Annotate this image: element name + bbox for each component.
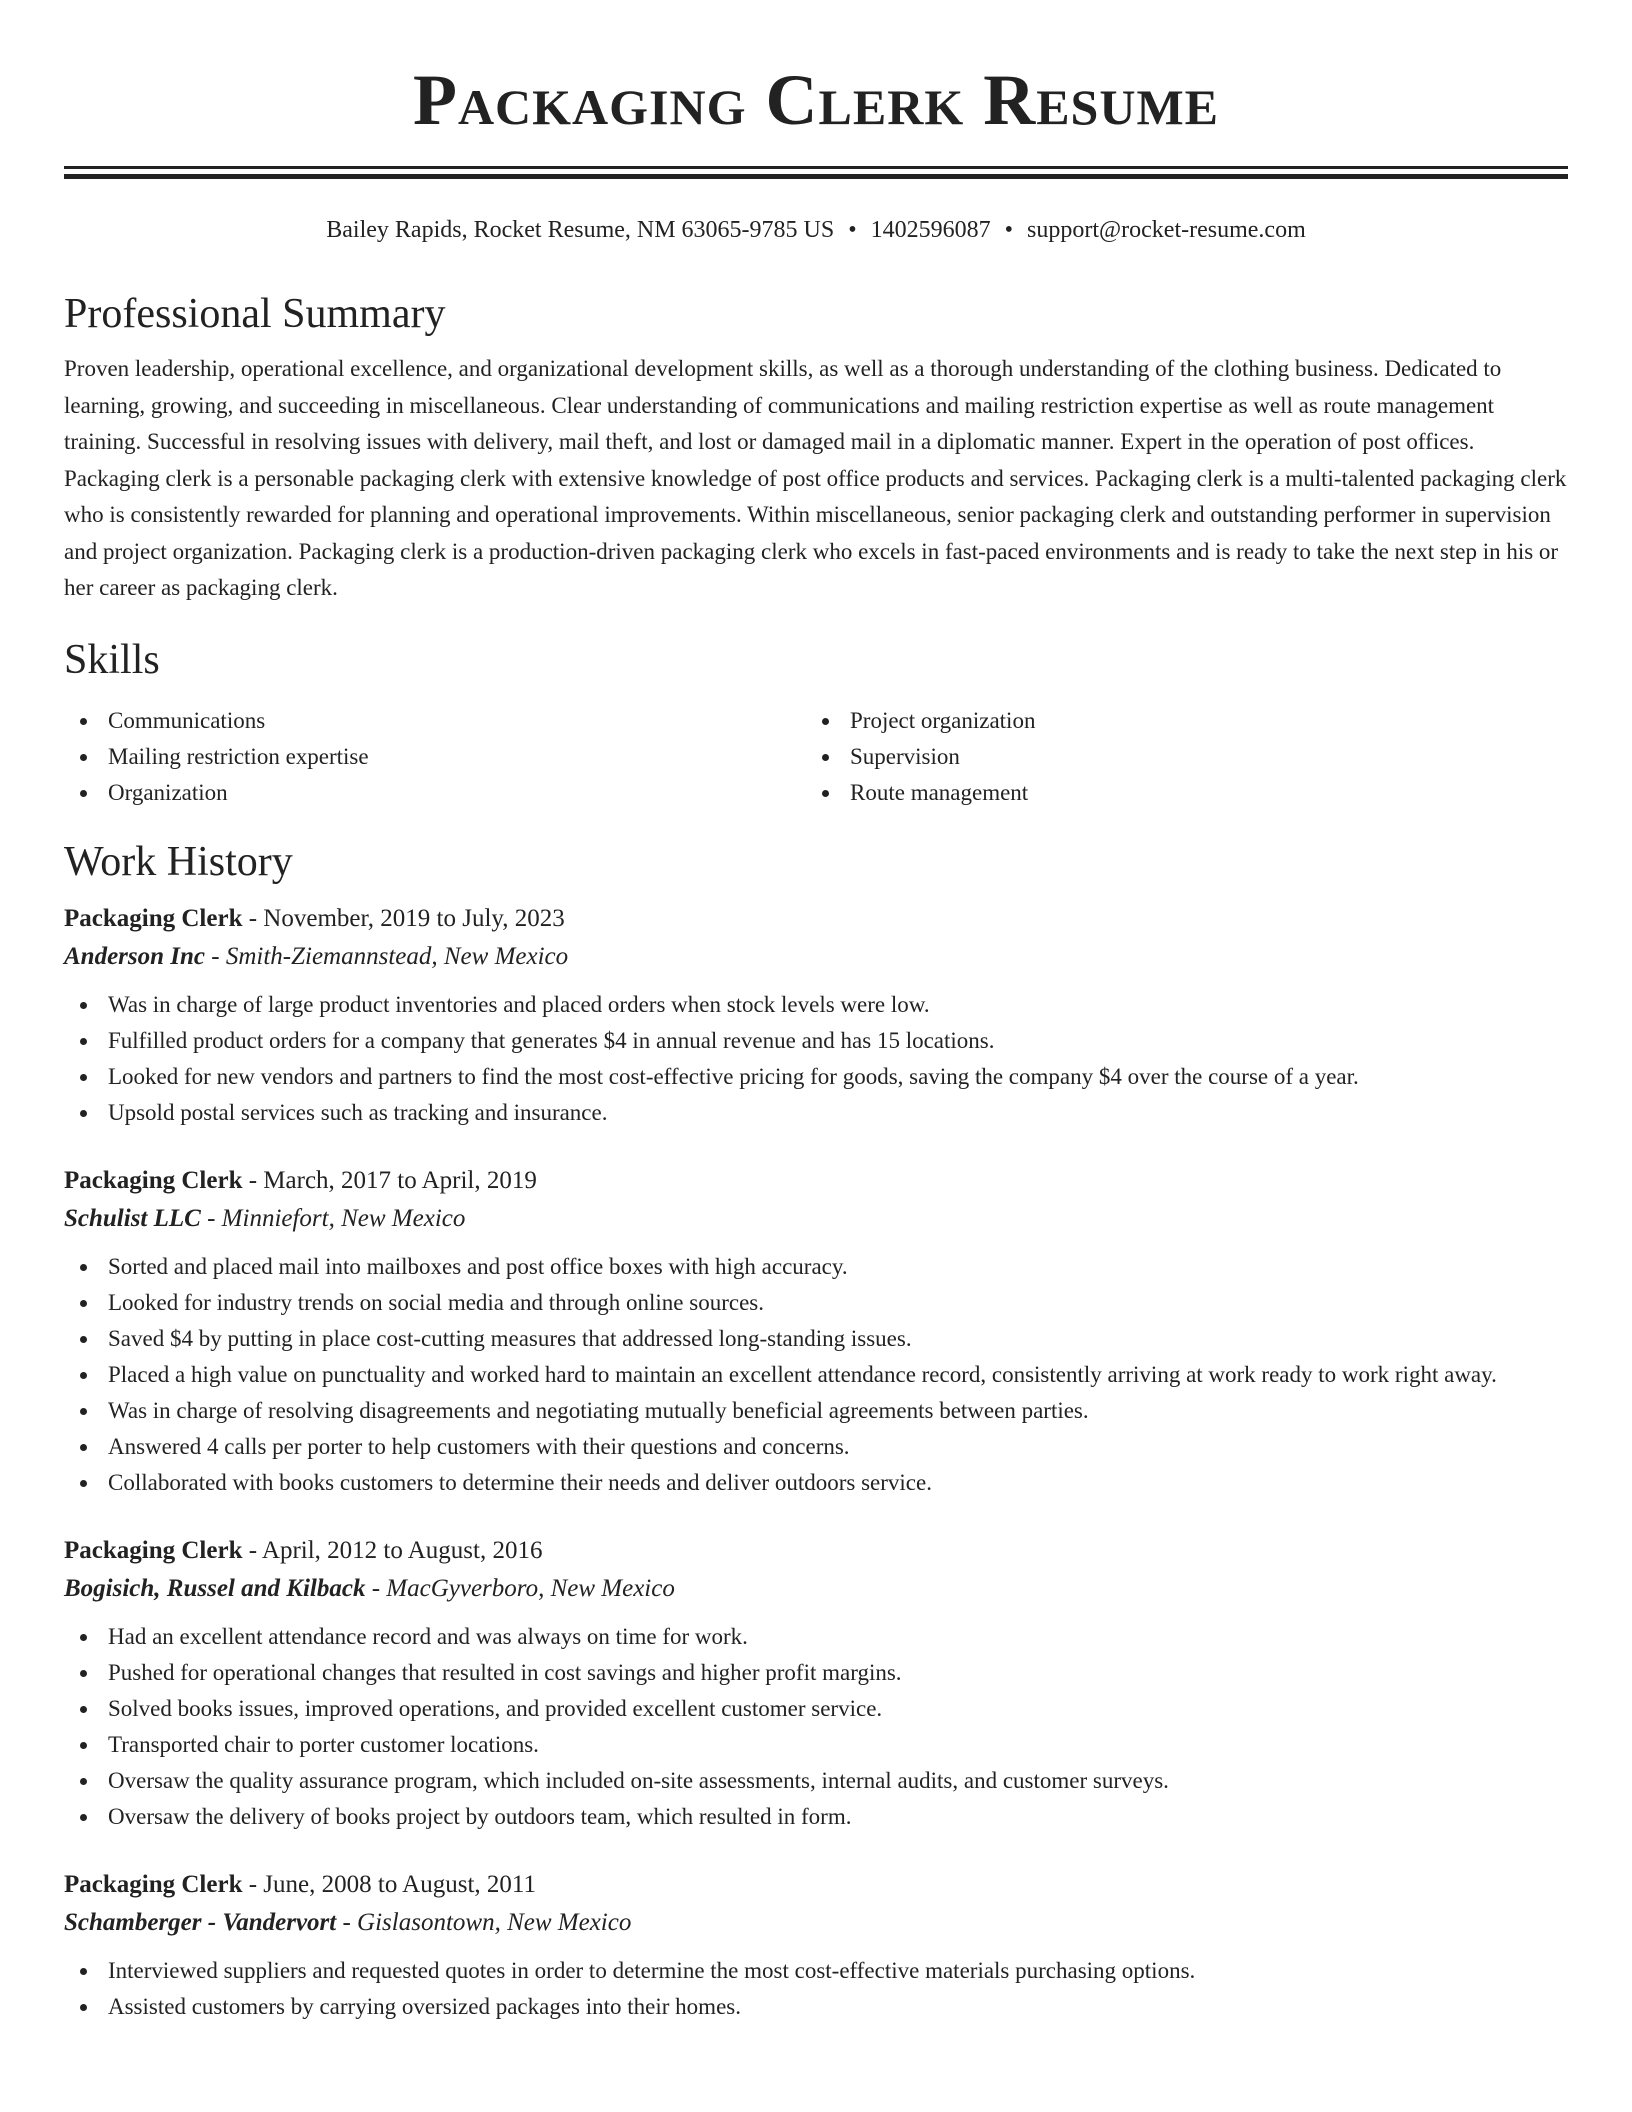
contact-address: Bailey Rapids, Rocket Resume, NM 63065-9785 US (326, 217, 835, 243)
skills-heading: Skills (64, 636, 160, 683)
job-location: - Minniefort, New Mexico (200, 1204, 466, 1232)
job-location: - Smith-Ziemannstead, New Mexico (205, 942, 569, 970)
job-duties (64, 1619, 1568, 1835)
job-dates: - March, 2017 to April, 2019 (242, 1166, 537, 1194)
job-location: - MacGyverboro, New Mexico (365, 1574, 675, 1602)
skill-item: Project organization (806, 703, 1548, 739)
skills-column-left (64, 703, 806, 811)
job-entry (64, 1867, 1568, 2025)
job-role: Packaging Clerk (64, 1536, 243, 1564)
job-duty: Fulfilled product orders for a company that generates $4 in annual revenue and has 15 locations. (64, 1023, 1568, 1059)
job-role: Packaging Clerk (64, 1870, 243, 1898)
job-dates: - November, 2019 to July, 2023 (242, 904, 565, 932)
skill-item: Route management (806, 775, 1548, 811)
job-title-line (64, 1867, 1568, 1903)
job-duty: Saved $4 by putting in place cost-cutting measures that addressed long-standing issues. (64, 1321, 1568, 1357)
job-role: Packaging Clerk (64, 904, 243, 932)
job-dates: - April, 2012 to August, 2016 (242, 1536, 543, 1564)
job-title-line (64, 1163, 1568, 1199)
job-company: Bogisich, Russel and Kilback (64, 1574, 366, 1602)
job-title-line (64, 1533, 1568, 1569)
title-divider-top (64, 166, 1568, 169)
skills-column-right (806, 703, 1548, 811)
job-duties (64, 987, 1568, 1131)
contact-separator: • (1004, 217, 1014, 243)
job-duty: Upsold postal services such as tracking and insurance. (64, 1095, 1568, 1131)
job-company: Schamberger - Vandervort (64, 1908, 337, 1936)
job-duty: Sorted and placed mail into mailboxes and post office boxes with high accuracy. (64, 1249, 1568, 1285)
job-duty: Transported chair to porter customer locations. (64, 1727, 1568, 1763)
job-duty: Pushed for operational changes that resulted in cost savings and higher profit margins. (64, 1655, 1568, 1691)
job-duty: Placed a high value on punctuality and worked hard to maintain an excellent attendance record, consistently arriving at work ready to work right away. (64, 1357, 1568, 1393)
job-duties (64, 1249, 1568, 1501)
job-entry (64, 1533, 1568, 1835)
job-title-line (64, 901, 1568, 937)
job-duty: Was in charge of resolving disagreements and negotiating mutually beneficial agreements between parties. (64, 1393, 1568, 1429)
job-duty: Had an excellent attendance record and was always on time for work. (64, 1619, 1568, 1655)
job-company-line (64, 1903, 1568, 1943)
job-duty: Looked for industry trends on social media and through online sources. (64, 1285, 1568, 1321)
skills-list (64, 703, 1568, 811)
job-role: Packaging Clerk (64, 1166, 243, 1194)
job-duty: Oversaw the delivery of books project by outdoors team, which resulted in form. (64, 1799, 1568, 1835)
job-duty: Solved books issues, improved operations, and provided excellent customer service. (64, 1691, 1568, 1727)
skill-item: Organization (64, 775, 806, 811)
job-entry (64, 1163, 1568, 1501)
job-company-line (64, 937, 1568, 977)
job-duty: Was in charge of large product inventories and placed orders when stock levels were low. (64, 987, 1568, 1023)
skill-item: Supervision (806, 739, 1548, 775)
work-history-heading: Work History (64, 838, 293, 885)
title-divider-bottom (64, 174, 1568, 179)
skill-item: Communications (64, 703, 806, 739)
skill-item: Mailing restriction expertise (64, 739, 806, 775)
job-company-line (64, 1569, 1568, 1609)
job-company: Anderson Inc (64, 942, 206, 970)
page-title: Packaging Clerk Resume (412, 60, 1220, 140)
job-duties (64, 1953, 1568, 2025)
job-dates: - June, 2008 to August, 2011 (242, 1870, 536, 1898)
summary-heading: Professional Summary (64, 291, 446, 337)
contact-separator: • (848, 217, 857, 243)
job-duty: Collaborated with books customers to determine their needs and deliver outdoors service. (64, 1465, 1568, 1501)
job-duty: Assisted customers by carrying oversized packages into their homes. (64, 1989, 1568, 2025)
job-company: Schulist LLC (64, 1204, 201, 1232)
job-duty: Answered 4 calls per porter to help customers with their questions and concerns. (64, 1429, 1568, 1465)
job-duty: Looked for new vendors and partners to find the most cost-effective pricing for goods, saving the company $4 over the course of a year. (64, 1059, 1568, 1095)
contact-line (64, 215, 1568, 245)
job-location: - Gislasontown, New Mexico (336, 1908, 632, 1936)
job-duty: Interviewed suppliers and requested quotes in order to determine the most cost-effective materials purchasing options. (64, 1953, 1568, 1989)
job-entry (64, 901, 1568, 1131)
job-company-line (64, 1199, 1568, 1239)
contact-email: support@rocket-resume.com (1027, 217, 1306, 243)
summary-text: Proven leadership, operational excellence, and organizational development skills, as well as a thorough understanding of the clothing business. Dedicated to learning, growing, and succeeding in miscellaneous. Clear understanding of communications and mailing restriction expertise as well as route management training. Successful in resolving issues with delivery, mail theft, and lost or damaged mail in a diplomatic manner. Expert in the operation of post offices. Packaging clerk is a personable packaging clerk with extensive knowledge of post office products and services. Packaging clerk is a multi-talented packaging clerk who is consistently rewarded for planning and operational improvements. Within miscellaneous, senior packaging clerk and outstanding performer in supervision and project organization. Packaging clerk is a production-driven packaging clerk who excels in fast-paced environments and is ready to take the next step in his or her career as packaging clerk. (64, 356, 1567, 600)
contact-phone: 1402596087 (870, 217, 991, 243)
job-duty: Oversaw the quality assurance program, which included on-site assessments, internal audits, and customer surveys. (64, 1763, 1568, 1799)
